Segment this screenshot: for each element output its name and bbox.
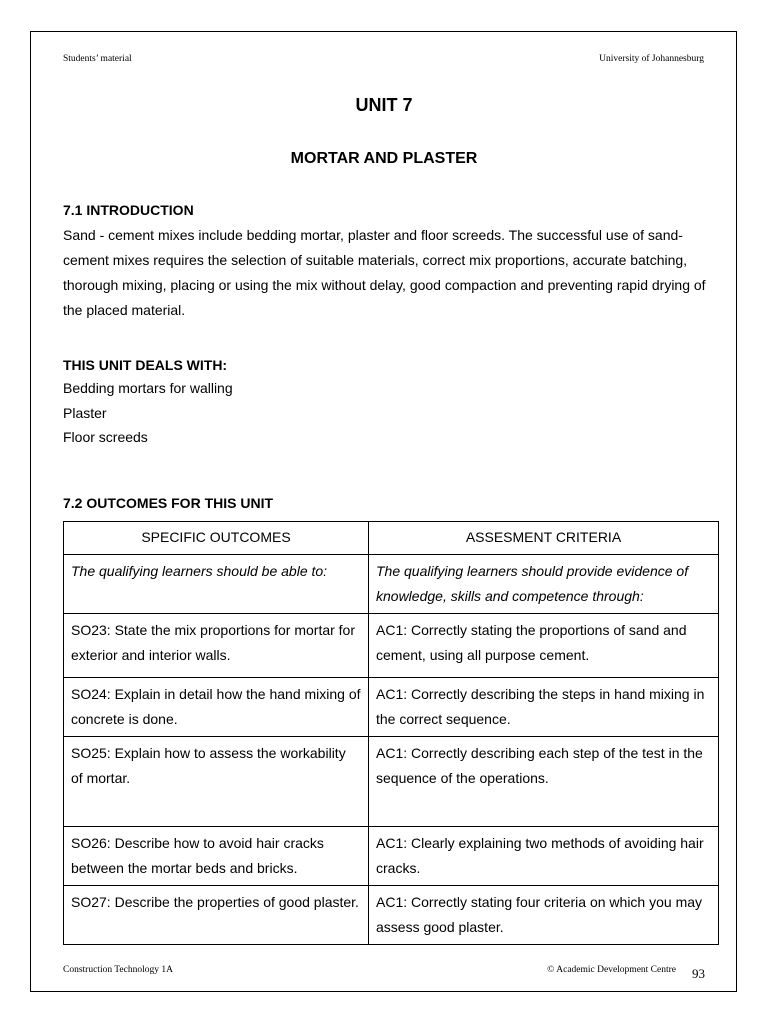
table-cell: AC1: Correctly describing each step of the test in the sequence of the operations. [369, 737, 719, 827]
list-item: Plaster [63, 404, 107, 421]
unit-title: UNIT 7 [355, 95, 413, 115]
header-right: University of Johannesburg [599, 54, 704, 64]
header-left: Students’ material [63, 54, 132, 64]
table-cell: SO27: Describe the properties of good plaster. [64, 886, 369, 945]
footer-left: Construction Technology 1A [63, 965, 173, 975]
intro-paragraph [63, 223, 713, 323]
table-cell: AC1: Correctly stating the proportions of sand and cement, using all purpose cement. [369, 614, 719, 678]
table-row [64, 737, 719, 827]
deals-heading: THIS UNIT DEALS WITH: [63, 357, 228, 373]
table-cell: The qualifying learners should provide evidence of knowledge, skills and competence through: [369, 555, 719, 614]
table-cell: AC1: Clearly explaining two methods of avoiding hair cracks. [369, 827, 719, 886]
list-item: Bedding mortars for walling [63, 380, 233, 396]
intro-line: Sand - cement mixes include bedding mortar, plaster and floor screeds. The successful use of sand- [63, 227, 683, 243]
table-header-row [64, 522, 719, 555]
table-cell: SO25: Explain how to assess the workability of mortar. [64, 737, 369, 827]
table-row [64, 555, 719, 614]
outcomes-table [63, 521, 719, 945]
table-row [64, 614, 719, 678]
page-number: 93 [692, 966, 705, 981]
list-item: Floor screeds [63, 429, 148, 445]
intro-line: the placed material. [63, 302, 186, 318]
deals-list [63, 376, 233, 450]
table-cell: SO26: Describe how to avoid hair cracks between the mortar beds and bricks. [64, 827, 369, 886]
intro-heading: 7.1 INTRODUCTION [63, 202, 194, 218]
column-header-criteria: ASSESMENT CRITERIA [369, 522, 719, 555]
outcomes-heading: 7.2 OUTCOMES FOR THIS UNIT [63, 495, 274, 511]
table-cell: SO23: State the mix proportions for mortar for exterior and interior walls. [64, 614, 369, 678]
intro-line: cement mixes requires the selection of suitable materials, correct mix proportions, accurate batching, [63, 252, 688, 268]
table-cell: SO24: Explain in detail how the hand mixing of concrete is done. [64, 678, 369, 737]
unit-subtitle: MORTAR AND PLASTER [290, 150, 478, 167]
table-cell: The qualifying learners should be able to: [64, 555, 369, 614]
footer-right: © Academic Development Centre [547, 965, 676, 975]
table-cell: AC1: Correctly stating four criteria on which you may assess good plaster. [369, 886, 719, 945]
table-row [64, 886, 719, 945]
table-row [64, 678, 719, 737]
intro-line: thorough mixing, placing or using the mix without delay, good compaction and preventing rapid drying of [63, 277, 706, 293]
table-cell: AC1: Correctly describing the steps in hand mixing in the correct sequence. [369, 678, 719, 737]
table-row [64, 827, 719, 886]
column-header-outcomes: SPECIFIC OUTCOMES [64, 522, 369, 555]
